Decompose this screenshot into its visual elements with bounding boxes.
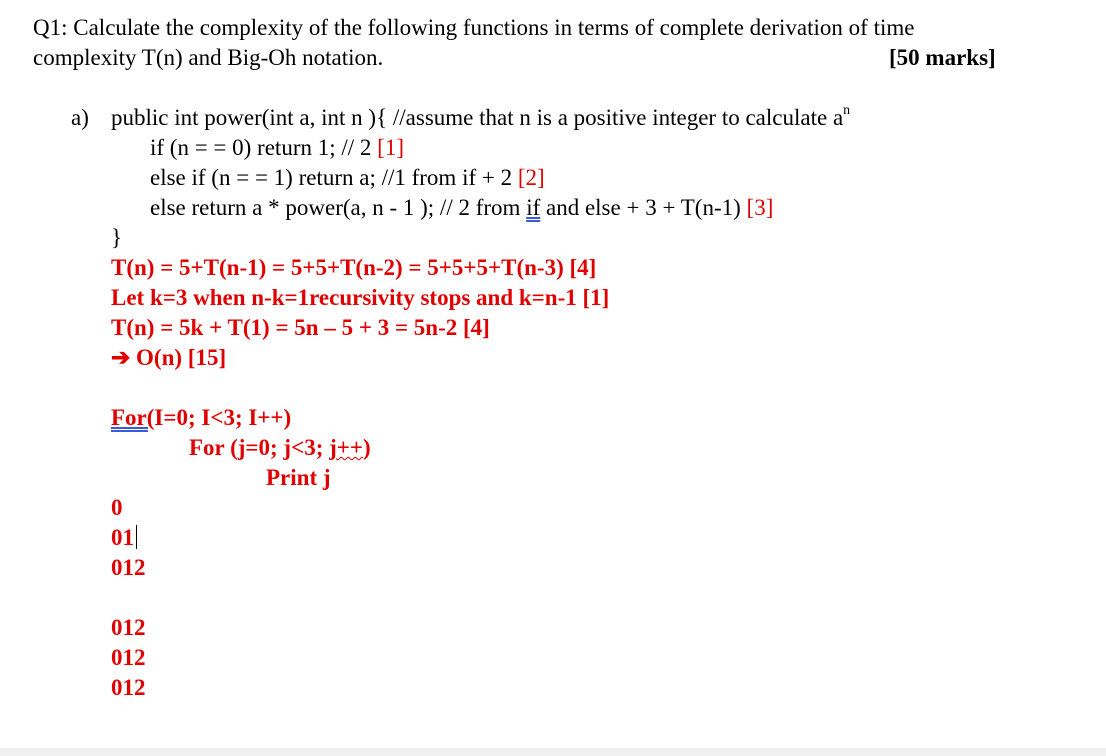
code-line-3-mark: [3] <box>746 195 774 220</box>
code-line-1 <box>150 133 404 163</box>
code-line-2-mark: [2] <box>517 165 545 190</box>
code-line-1-mark: [1] <box>377 135 404 160</box>
print-variable: j <box>322 465 331 490</box>
inner-for-text-a: For (j=0; j<3; <box>189 435 330 460</box>
outer-for-rest: I=0; I<3; I++) <box>154 405 292 430</box>
function-signature <box>111 103 850 133</box>
marks-text: [50 marks] <box>889 45 996 70</box>
output-line-4: 012 <box>111 615 146 640</box>
code-line-2 <box>150 163 545 193</box>
print-keyword: Print <box>266 465 323 490</box>
question-line-1: Q1: Calculate the complexity of the following functions in terms of complete derivation of time <box>33 15 915 40</box>
signature-text: public int power(int a, int n ){ //assume that n is a positive integer to calculate a <box>111 105 844 130</box>
code-line-3-text-b: and else + 3 + T(n-1) <box>540 195 747 220</box>
code-line-3-text-a: else return a * power(a, n - 1 ); // 2 from <box>150 195 527 220</box>
outer-for-loop <box>111 403 291 433</box>
code-line-1-text: if (n = = 0) return 1; // 2 <box>150 135 378 160</box>
derivation-line-2: Let k=3 when n-k=1recursivity stops and k=n-1 [1] <box>111 285 610 310</box>
output-line-3: 012 <box>111 555 146 580</box>
derivation-line-3: T(n) = 5k + T(1) = 5n – 5 + 3 = 5n-2 [4] <box>111 315 490 340</box>
part-a-label: a) <box>71 105 89 130</box>
code-line-2-text: else if (n = = 1) return a; //1 from if + 2 <box>150 165 518 190</box>
inner-for-loop <box>189 433 371 463</box>
derivation-line-4 <box>111 343 226 373</box>
output-line-1: 0 <box>111 495 123 520</box>
closing-brace: } <box>111 225 123 250</box>
inner-for-text-b: ) <box>362 435 371 460</box>
arrow-icon: ➔ <box>111 345 131 370</box>
output-line-5: 012 <box>111 645 146 670</box>
question-line-2: complexity T(n) and Big-Oh notation. <box>33 45 384 70</box>
print-statement <box>266 463 331 493</box>
big-oh-result: O(n) [15] <box>130 345 227 370</box>
text-cursor <box>136 525 137 549</box>
marks-label <box>889 43 996 73</box>
derivation-line-1: T(n) = 5+T(n-1) = 5+5+T(n-2) = 5+5+5+T(n-3) [4] <box>111 255 597 280</box>
code-line-3 <box>150 193 773 223</box>
bottom-scroll-strip <box>0 748 1106 756</box>
signature-superscript: n <box>843 103 851 119</box>
output-line-2-text: 01 <box>111 525 134 550</box>
inner-for-increment: j++ <box>329 435 363 460</box>
code-line-3-if: if <box>526 195 541 220</box>
output-line-2 <box>111 523 137 553</box>
outer-for-keyword: For( <box>111 405 155 430</box>
output-line-6: 012 <box>111 675 146 700</box>
